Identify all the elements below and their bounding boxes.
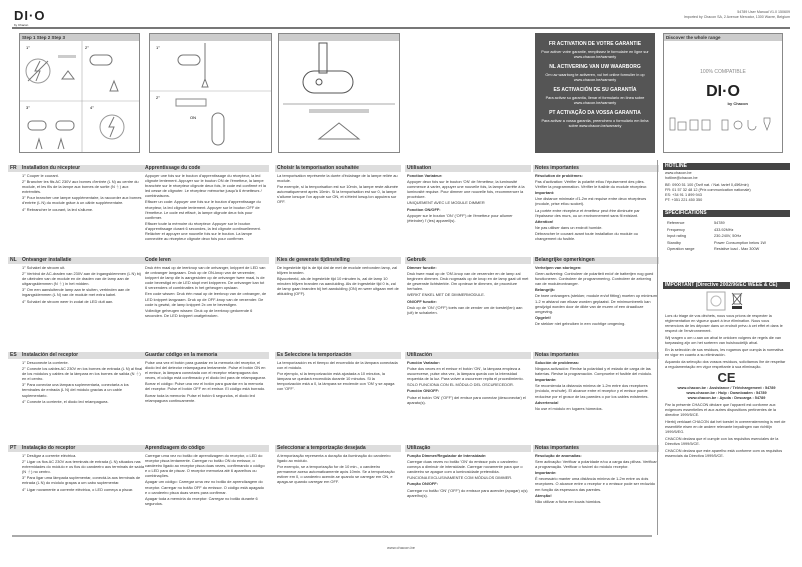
section-heading: Guardar código en la memoria — [143, 352, 269, 359]
section-paragraph: De ingestelde tijd is de tijd dat de met de module verbonden lamp, zal blijven branden. — [277, 265, 398, 276]
section-paragraph: Pulse dos veces en el emisor el botón 'ON', la lámpara empieza a oscurecerse, pulse otra vez, la lámpara queda con la intensidad requerida de la luz. Para volver a oscurecer repita el procedimiento. — [407, 366, 524, 382]
section-paragraph: Función ON/OFF: — [407, 388, 440, 394]
section-paragraph: 2° Conecte los cables AC 230V en los bornes de entrada (L N) al final de los módulos y cables de la lámpara en los bornes de salida (N ⏚) en el centro. — [22, 366, 143, 382]
section-paragraph: 4° Rebrancher le courant, la led s'allume. — [22, 206, 94, 212]
section-paragraph: 2° Ligar os fios AC 230V aos terminais de entrada (L N) situados nas extremidades do módulo e os fios do candeeiro aos terminais de saída (N ⏚) no centro. — [22, 459, 144, 475]
svg-text:1°: 1° — [26, 45, 30, 50]
section-paragraph: Bijvoorbeeld, als de ingestelde tijd 10 minuten is, zal de lamp 10 minuten blijven branden na aanduiding. Als de ingestelde tijd 0 is, zal de lamp gaan branden bij het aanduiding (ON) en weer uitgaan met de afduiding (OFF). — [277, 276, 399, 297]
section-paragraph: Función Variador: — [407, 360, 441, 365]
hotline-heading: HOTLINE — [663, 163, 790, 170]
section-paragraph: Appuyer deux fois sur le bouton 'ON' de l'émetteur, la luminosité commence à varier, appuyer une nouvelle fois, la lampe s'arrête à la luminosité requise. Pour dimmer une nouvelle fois, recommencer la procédure. — [407, 179, 525, 200]
section-column — [20, 445, 146, 492]
section-paragraph: UNIQUEMENT AVEC LE MODULE DIMMER — [407, 200, 485, 206]
section-heading: Belangrijke opmerkingen — [533, 257, 659, 264]
section-paragraph: 1° Schakel de stroom uit. — [22, 265, 66, 270]
section-column — [405, 165, 531, 223]
section-heading: Es Seleccione la temporización — [275, 352, 401, 359]
section-paragraph: 3° Para conectar una lámpara suplementaria, conectarla a los terminales de entrada (L N) del módulo gracias a un cable suplementario. — [22, 382, 129, 398]
section-paragraph: La temporización es el tiempo del encendido de la lámpara conectada con el módulo. — [277, 360, 398, 371]
section-heading: Notas importantes — [533, 445, 659, 452]
section-paragraph: Verhelpen van storingen: — [535, 265, 582, 270]
section-paragraph: Resolução de anomalias: — [535, 453, 582, 458]
section-paragraph: 3° Para ligar uma lâmpada suplementar, conectá-la aos terminais de entrada (L N) do módulo graças a um cabo suplementar. — [22, 475, 141, 486]
section-column — [533, 257, 659, 326]
section-column — [405, 352, 531, 405]
svg-text:ON: ON — [190, 115, 196, 120]
section-paragraph: Appuyer sur le bouton 'ON' ('OFF') de l'émetteur pour allumer (éteindre) l' (les) appareil(s). — [407, 212, 513, 223]
warranty-box — [535, 33, 655, 153]
dio-logo: DI·O — [706, 83, 740, 100]
section-paragraph: Pas d'activation: Vérifier la polarité et/ou l'épuisement des piles. Vérifier la programmation. Vérifier le fusible du module récepteur. — [535, 179, 648, 190]
important-heading: IMPORTANT (Directive 2002/96/EC WEEE & CE) — [663, 282, 790, 289]
section-column — [275, 445, 401, 485]
section-paragraph: Fonction ON/OFF: — [407, 206, 441, 212]
installation-diagram — [20, 41, 139, 152]
recycle-weee-icons — [663, 289, 790, 313]
section-paragraph: Belangrijk: — [535, 287, 556, 293]
section-paragraph: Se recomienda la distancia mínima de 1-2m entre dos receptores (módulo, enchufe). El alcance entre el receptor y el emisor puede reducirse por el grosor de las paredes o por los cables existentes. — [535, 383, 649, 399]
section-paragraph: La portée entre récepteur et émetteur peut être diminuée par l'épaisseur des murs, ou un environnement sans fil existant. — [535, 207, 640, 218]
section-paragraph: SOLO FUNCIONA CON EL MÓDULO DEL OSCURECEDOR. — [407, 382, 514, 388]
section-column — [275, 165, 401, 205]
module-diagram — [279, 41, 399, 152]
section-column — [143, 165, 269, 241]
warranty-text-pt: Para activar a vossa garantia, preenchero o formulário em linha sobre www.chacon.be/warranty — [541, 119, 649, 128]
weee-es: En la selección de sus residuos, les rogamos que cumpla la normativa en vigor en cuanto a su eliminación. — [665, 347, 784, 357]
section-paragraph: Par exemple, si la temporisation est sur 10min, la lampe reste allumée automatiquement après 10min. Si la temporisation est sur 0, la lampe s'allume lorsque l'on appuie sur ON, et s'éteint lorsqu'on appuiera sur OFF. — [277, 184, 399, 205]
weee-fr: Lors du triage de vos déchets, nous vous prions de respecter la réglementation en vigueur quant à leur élimination. Nous vous remercions de les déposer dans un endroit prévu à cet effet et dans le respect de l'environnement. — [665, 313, 783, 333]
section-heading: Gebruik — [405, 257, 531, 264]
declaration-nl: Hierbij verklaart CHACON dat het toestel in overeenstemming is met de essentiële eisen en de andere relevante bepalingen van richtlijn 1999/5/EG. — [665, 419, 786, 434]
section-paragraph: Importante: — [535, 377, 557, 383]
section-paragraph: 1° Desconecte la corriente. — [22, 360, 69, 365]
weee-pt: Aquando da selecção dos vossos resíduos, solicitamos lhe de respeitar a regulamentação em vigor respeitante à sua eliminação. — [665, 359, 786, 369]
support-links[interactable]: www.chacon.be : Assistance / Téléchargement : 54789 www.chacon.be : Hulp : Downloaden : 54789 www.chacon.be : Ayuda : Descarga : 54789 — [677, 385, 776, 400]
section-paragraph: Dimmer functie: — [407, 265, 437, 270]
section-paragraph: A temporização representa a duração da iluminação do candeeiro ligado ao módulo. — [277, 453, 391, 464]
header-info: 54789 User Manual V1.0 150609 Imported by Chacon SA, 2 Avenue Mercator, 1300 Wavre, Belgium — [683, 10, 790, 19]
warranty-title-es: ES ACTIVACIÓN DE SU GARANTÍA — [553, 87, 637, 93]
section-paragraph: Atenção! — [535, 492, 552, 498]
footer-url[interactable]: www.chacon.be — [386, 545, 415, 550]
section-heading: Ontvanger installatie — [20, 257, 146, 264]
section-column — [20, 352, 146, 404]
declaration-fr: Par la présente CHACON déclare que l'appareil est conforme aux exigences essentielles et aux autres dispositions pertinentes de la directive 1999/5/CE. — [665, 402, 777, 417]
warranty-text-nl: Om uw waarborg te activeren, vul het online formulier in op www.chacon.be/warranty — [545, 73, 645, 82]
section-paragraph: Important: — [535, 190, 555, 196]
section-paragraph: Druk op de 'ON' ('OFF') toets van de zender om de toestel(len) aan (uit) te schakelen. — [407, 304, 523, 315]
warranty-title-pt: PT ACTIVAÇÃO DA VOSSA GARANTIA — [549, 110, 641, 116]
section-paragraph: WERKT ENKEL MET DE DIMMERMODULE. — [407, 292, 485, 298]
section-paragraph: Carregar duas vezes no botão 'ON' do emissor pois o candeeiro começa a diminuir de intensidade. Carregar novamente para que o candeeiro se apague com a luminosidade pretendida. — [407, 459, 523, 475]
section-paragraph: Pulse una vez el botón para guardar en la memoria del receptor, el diodo led del detector relampaguea lentamente. Pulse el botón ON en el emisor, la lámpara conectada con el receptor relampaguea dos veces, el código está confirmado y el diodo led para de relampaguear. — [145, 360, 266, 381]
section-column — [275, 257, 401, 297]
section-heading: Choisir la temporisation souhaitée — [275, 165, 401, 172]
section-paragraph: Carregar uma vez no botão de aprendizagem do receptor, o LED do receptor pisca lentamente. Carregar no botão ON do emissor, o candeeiro ligado ao receptor pisca duas vezes, confirmando o código e o LED para de piscar. O receptor memoriza até 6 aparelhos ou combinações. — [145, 453, 265, 479]
dio-logo: DI·O by Chacon — [14, 8, 46, 27]
bottom-divider — [12, 535, 652, 537]
section-paragraph: 1° Couper le courant. — [22, 173, 59, 178]
language-code: FR — [8, 165, 20, 172]
hotline-phones: BE: 0900 51 100 (Tarif nat. / Nat. tarief 0,45€/min) FR: 01 57 32 48 12 (Prix communication nationale) ES: +34 91 1 899 943 PT: +351 221 450 350 — [665, 183, 751, 202]
step-panel-3 — [278, 33, 400, 153]
section-heading: Seleccionar a temporização desejada — [275, 445, 401, 452]
section-paragraph: Volledige geheugen wissen: Druk op de leerknop gedurende 6 seconden. De LED knippert onafgebroken. — [145, 307, 253, 318]
section-paragraph: Appuyer une fois sur le bouton d'apprentissage du récepteur, la led clignote lentement. Appuyer sur le bouton ON de l'émetteur, la lampe branchée sur le récepteur clignote deux fois, le code est confirmé et la led cesse de clignoter. Le récepteur mémorise jusqu'à 6 émetteurs / combinaisons. — [145, 173, 266, 199]
section-paragraph: 4° Ligar novamente a corrente eléctrica, o LED começa a piscar. — [22, 486, 134, 492]
section-paragraph: Função Dimmer/Regulador de Intensidade: — [407, 453, 487, 458]
step-panel-1 — [19, 33, 140, 153]
section-paragraph: La temporisation représente la durée d'éclairage de la lampe reliée au module. — [277, 173, 398, 184]
section-heading: Instalación del receptor — [20, 352, 146, 359]
section-column — [405, 257, 531, 315]
section-paragraph: 1° Desligar a corrente eléctrica. — [22, 453, 77, 458]
section-paragraph: Une distance minimale d'1-2m est requise entre deux récepteurs (module, prise et/ou socket). — [535, 196, 647, 207]
language-code: ES — [8, 352, 20, 359]
warranty-text-es: Para activar su garantía, llenar el formulario en línea sobre www.chacon.be/warranty — [545, 96, 645, 105]
specifications-heading: SPECIFICATIONS — [663, 210, 790, 217]
section-paragraph: No use el módulo en lugares húmedos. — [535, 405, 603, 411]
section-paragraph: Opgelet! — [535, 314, 551, 320]
section-column — [275, 352, 401, 392]
section-paragraph: ON/OFF functie: — [407, 298, 437, 304]
section-paragraph: É necessário manter uma distância mínima de 1-2m entre os dois receptores. O alcance entre o receptor e o emissor pode ser reduzido em função da espessura das paredes. — [535, 476, 656, 492]
section-paragraph: Een code wissen: Druk één maal op de leerknop van de ontvanger, de LED knippert langzaam. Druk op de OFF-knop van de verzender. De code is gewist, de lamp knippert 2x om te bevestigen. — [145, 291, 267, 307]
section-paragraph: Borrar el código: Pulse una vez el botón para guardar en la memoria del receptor. Pulse el botón OFF en el emisor. El código está borrado. — [145, 381, 266, 392]
section-paragraph: Druk één maal op de leerknop van de ontvanger, knippert de LED van de ontvanger langzaam. Druk op de ON-knop van de verzender, knippert de lamp die is aangesloten op de ontvanger twee maal, is de code bevestigd en de LED stopt met knipperen. De ontvanger kan tot 6 verzenders of combinaties in het geheugen opslaan. — [145, 265, 266, 291]
section-column — [20, 165, 146, 212]
section-paragraph: Apagar um código: Carregar uma vez no botão de aprendizagem do receptor. Carregar no botão OFF do emissor. O código está apagado e o candeeiro pisca duas vezes para confirmar. — [145, 479, 264, 495]
section-paragraph: 4° Conecte la corriente, el diodo led relampaguea. — [22, 398, 109, 404]
section-heading: Utilisation — [405, 165, 531, 172]
section-paragraph: 2° Brancher les fils AC 230V aux bornes d'entrée (L N) au centre du module, et les fils de la lampe aux bornes de sortie (N ⏚) aux extrémités. — [22, 179, 139, 195]
section-paragraph: Druk twee maal op de 'ON'-knop van de verzender en de lamp zal beginnen dimmen. Druk nogmaals op de knop en de lamp gaat uit met de gewenste lichtsterkte. Om opnieuw te dimmen, de procedure herhalen. — [407, 271, 529, 292]
declaration-es: CHACON declara que el cumple con los requisitos esenciales de la Directiva 1999/5/CE. — [665, 436, 779, 446]
section-paragraph: Por ejemplo, si la temporización está ajustada a 10 minutos, la lámpara se quedará encendida durante 10 minutos. Si la temporización está a 0, la lámpara se enciende con 'ON' y se apaga con 'OFF'. — [277, 371, 395, 392]
column-divider — [657, 160, 658, 535]
section-heading: Notas importantes — [533, 352, 659, 359]
svg-text:1°: 1° — [156, 45, 160, 50]
ce-mark: CE — [717, 369, 736, 385]
section-paragraph: Apagar toda a memória do receptor: Carregar no botão durante 6 segundos. — [145, 495, 258, 506]
section-paragraph: Importante: — [535, 470, 557, 476]
section-paragraph: Por exemplo, se a temporização for de 10 min., o candeeiro permanece aceso automaticamente após 10min. Se a temporização estiver em 0, o candeeiro acende-se quando se carregar em ON, e apaga-se quando carregar em OFF. — [277, 464, 395, 485]
section-paragraph: Débrancher le courant avant toute installation du module ou changement du fusible. — [535, 230, 638, 242]
section-column — [143, 352, 269, 403]
section-heading: Kies de gewenste tijdinstelling — [275, 257, 401, 264]
panel-title: Step 1 Step 2 Step 3 — [20, 34, 139, 41]
section-column — [533, 165, 659, 241]
svg-text:4°: 4° — [90, 105, 94, 110]
section-paragraph: Solución de problemas: — [535, 360, 580, 365]
section-heading: Utilización — [405, 352, 531, 359]
by-chacon: by Chacon — [727, 101, 748, 106]
section-column — [405, 445, 531, 498]
section-paragraph: Ninguna activación: Revise la polaridad y el estado de carga de las baterías. Revise la programación. Compruebe el fusible del módulo. — [535, 366, 653, 377]
section-heading: Notes importantes — [533, 165, 659, 172]
section-heading: Instalação do receptor — [20, 445, 146, 452]
step-panel-2 — [149, 33, 272, 153]
section-paragraph: Pulse el botón 'ON' ('OFF') del emisor para conectar (desconectar) el aparato(s). — [407, 394, 526, 405]
section-paragraph: Attention! — [535, 218, 554, 224]
warranty-title-nl: NL ACTIVERING VAN UW WAARBORG — [549, 64, 641, 70]
panel-title: Discover the whole range — [664, 34, 782, 41]
section-paragraph: Função ON/OFF: — [407, 481, 438, 487]
section-paragraph: Effacer toute la mémoire du récepteur: Appuyer sur le bouton d'apprentissage durant 6 secondes, la led clignote continuellement. Relâcher et appuyer une nouvelle fois sur le bouton. La lampe connectée au récepteur clignote deux fois pour confirmer. — [145, 220, 261, 242]
section-paragraph: Borrar toda la memoria: Pulse el botón 6 segundos, el diodo led relampaguea continuamente. — [145, 392, 255, 403]
section-paragraph: Sem activação: Verificar a polaridade e/ou a carga das pilhas. Verificar a programação. Verificar o fusível do módulo receptor. — [535, 459, 657, 470]
section-paragraph: Advertencia! — [535, 399, 559, 405]
warranty-title-fr: FR ACTIVATION DE VOTRE GARANTIE — [548, 41, 642, 47]
section-paragraph: 3° Pour brancher une lampe supplémentaire, la raccorder aux bornes d'entrée (L N) du module grâce à un câble supplémentaire. — [22, 195, 142, 206]
section-heading: Aprendizagem do código — [143, 445, 269, 452]
hotline-web[interactable]: www.chacon.be hotline@chacon.be — [665, 171, 698, 180]
section-paragraph: Effacer un code: Appuyer une fois sur le bouton d'apprentissage du récepteur, la led clignote lentement. Appuyer sur le bouton OFF de l'émetteur. Le code est effacé, la lampe clignote deux fois pour confirmer. — [145, 199, 261, 220]
section-paragraph: De twee ontvangers (stekker, module en/of fitting) moeten op minimum 1-2 m afstand van elkaar worden geplaatst. De minimumbereik kan gewijzigd worden door de dikte van de muren of een draadloze omgeving. — [535, 293, 657, 314]
discover-range-panel — [663, 33, 783, 153]
weee-nl: Wij vragen u om u aan uw afval te ontdoen volgens de regels die van toepassing zijn om het sorteren van huishoudelijk afval. — [665, 335, 782, 345]
section-heading: Utilização — [405, 445, 531, 452]
section-column — [533, 445, 659, 504]
pairing-diagram — [150, 41, 271, 152]
panel-title — [150, 34, 271, 41]
declaration-pt: CHACON declara que este aparelho está conforme com os requisitos essenciais da Directiva 1999/5/CE. — [665, 448, 783, 458]
svg-text:2°: 2° — [156, 95, 160, 100]
section-column — [20, 257, 146, 304]
section-column — [533, 352, 659, 411]
section-heading: Code leren — [143, 257, 269, 264]
section-column — [143, 257, 269, 318]
svg-text:2°: 2° — [85, 45, 89, 50]
language-code: NL — [8, 257, 20, 264]
section-paragraph: De stekker niet gebruiken in een vochtige omgeving. — [535, 320, 626, 326]
specs-table: Reference 54789 Frequency 433.92MHz Input rating 230-240V, 50Hz Standby Power Consumption below 1W Operation range Resistive load - Max 300W — [667, 221, 766, 252]
svg-text:3°: 3° — [26, 105, 30, 110]
sidebar — [663, 163, 790, 460]
section-paragraph: Geen activering: Controleer de polariteit en/of de batterijen nog goed functioneren. Controleer de programmering. Controleer de zekering van de moduleontvanger. — [535, 271, 654, 287]
product-range-icons — [664, 114, 782, 134]
section-paragraph: 4° Schakel de stroom weer in zodat de LED duit aan. — [22, 298, 114, 304]
section-paragraph: Fonction Variateur: — [407, 173, 443, 178]
section-paragraph: Résolution de problèmes: — [535, 173, 583, 178]
section-paragraph: Carregar no botão 'ON' ('OFF') do emissor para acender (apagar) o(s) aparelho(s). — [407, 487, 528, 498]
section-paragraph: 2° Verbind de AC-draden van 230V aan de ingangsklemmen (L N) bij de uiteinden van de module en de draden van de lamp aan de uitgangsklemmen (N ⏚) in het midden. — [22, 271, 141, 287]
section-paragraph: Não utilizar a ficha em locais húmidos. — [535, 498, 602, 504]
section-heading: Installation du récepteur — [20, 165, 146, 172]
compatible-label: 100% COMPATIBLE — [700, 69, 746, 75]
header-divider — [12, 27, 790, 29]
section-paragraph: FUNCIONA EXCLUSIVAMENTE COM MÓDULOS DIMMER. — [407, 475, 513, 481]
language-code: PT — [8, 445, 20, 452]
section-column — [143, 445, 269, 506]
section-paragraph: Ne pas utiliser dans un endroit humide. — [535, 224, 603, 230]
section-paragraph: 3° Om een aansluitende lamp aan te sluiten, verbinden aan de ingangsklemmen (L N) van de module met extra kabel. — [22, 287, 130, 298]
panel-title — [279, 34, 399, 41]
section-heading: Apprentissage du code — [143, 165, 269, 172]
warranty-text-fr: Pour activer votre garantie, remplissez le formulaire en ligne sur www.chacon.be/warranty — [541, 50, 649, 59]
